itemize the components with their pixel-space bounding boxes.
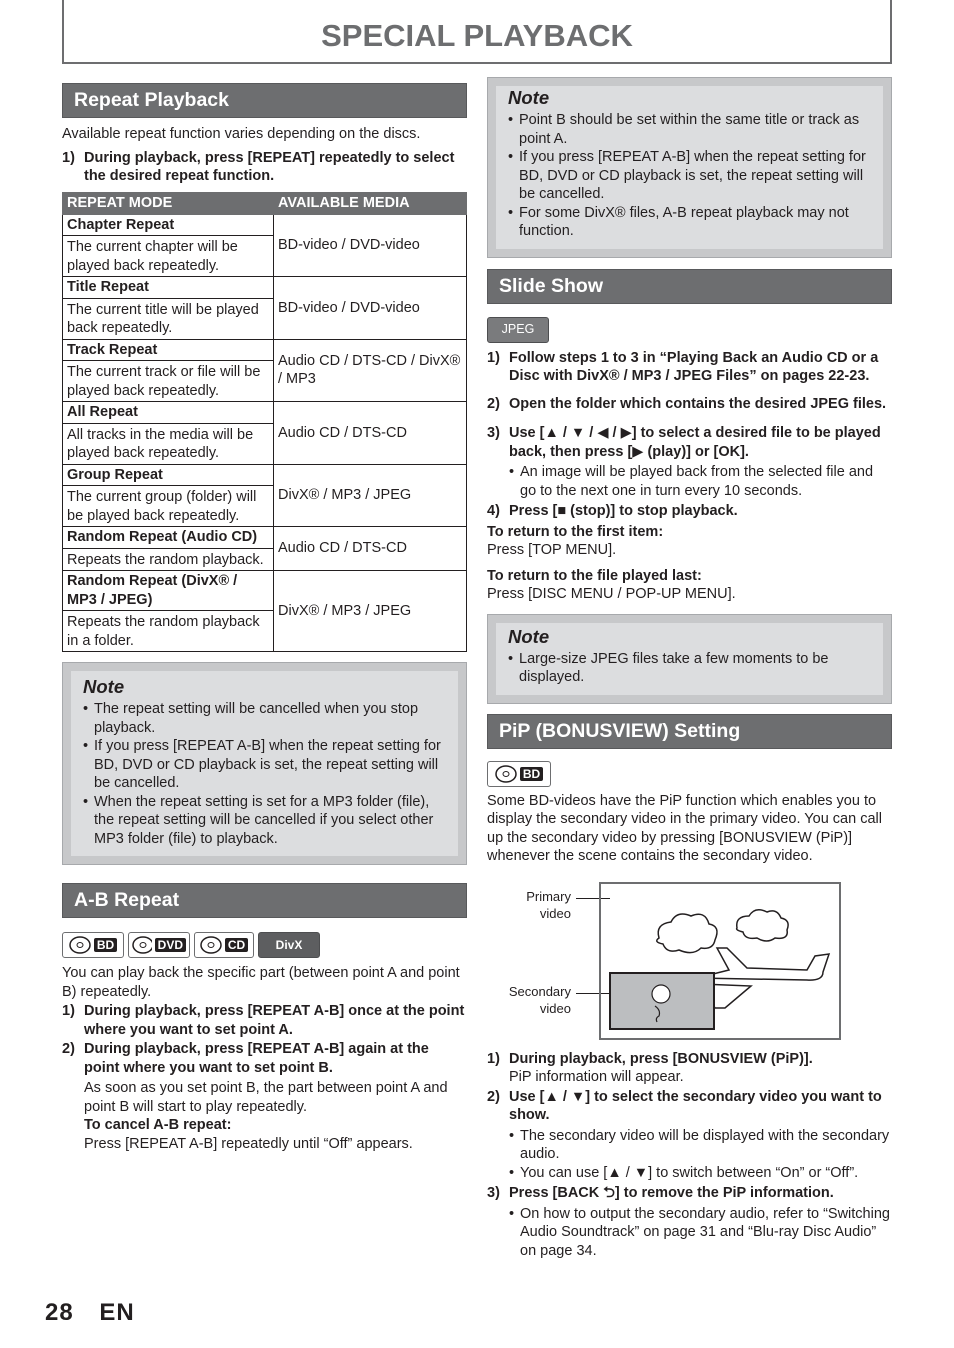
secondary-video-label — [491, 983, 571, 1017]
mode-cell — [63, 402, 274, 465]
note-title: Note — [83, 676, 125, 697]
media-cell: BD-video / DVD-video — [274, 214, 467, 277]
column-header-mode: REPEAT MODE — [63, 192, 274, 214]
media-cell: Audio CD / DTS-CD — [274, 527, 467, 571]
step-number: 2) — [487, 395, 500, 412]
note-item: • The repeat setting will be cancelled when you stop playback. — [83, 700, 448, 737]
ab-note-inner — [496, 86, 883, 249]
slideshow-note-inner — [496, 623, 883, 695]
language-code: EN — [99, 1299, 135, 1326]
person-illustration — [611, 974, 713, 1028]
mode-name: Track Repeat — [67, 341, 158, 358]
cd-badge — [194, 932, 254, 958]
note-item: • If you press [REPEAT A-B] when the repeat setting for BD, DVD or CD playback is set, the repeat setting will be cancelled. — [83, 737, 448, 793]
note-text: If you press [REPEAT A-B] when the repeat setting for BD, DVD or CD playback is set, the repeat setting will be cancelled. — [519, 149, 866, 202]
table-row — [63, 277, 467, 340]
mode-name: All Repeat — [67, 404, 138, 420]
step-bullet: • The secondary video will be displayed with the secondary audio. — [509, 1127, 892, 1164]
mode-name: Chapter Repeat — [67, 216, 175, 233]
mode-name: Random Repeat (Audio CD) — [67, 529, 258, 545]
bullet-text: You can use [▲ / ▼] to switch between “On” or “Off”. — [520, 1164, 859, 1181]
note-text: If you press [REPEAT A-B] when the repeat setting for BD, DVD or CD playback is set, the repeat setting will be cancelled. — [94, 738, 441, 791]
step-text: Follow steps 1 to 3 in “Playing Back an Audio CD or a Disc with DivX® / MP3 / JPEG Files” on pages 22-23. — [509, 349, 879, 384]
ab-intro: You can play back the specific part (between point A and point B) repeatedly. — [62, 965, 460, 1000]
note-item: • Point B should be set within the same title or track as point A. — [508, 111, 873, 148]
step-bullet: • You can use [▲ / ▼] to switch between “On” or “Off”. — [509, 1164, 892, 1183]
mode-description: All tracks in the media will be played back repeatedly. — [63, 423, 273, 463]
step-text: Press [■ (stop)] to stop playback. — [509, 503, 738, 519]
page-number: 28 — [45, 1299, 74, 1326]
mode-description: The current chapter will be played back repeatedly. — [63, 235, 273, 275]
pip-media-badges — [487, 761, 892, 787]
disc-icon — [132, 936, 152, 954]
ab-media-badges — [62, 932, 467, 958]
disc-icon — [495, 765, 517, 783]
step-detail: PiP information will appear. — [509, 1069, 684, 1085]
primary-label-line1: Primary — [526, 888, 571, 904]
left-column — [62, 83, 467, 1153]
return-last-text: Press [DISC MENU / POP-UP MENU]. — [487, 586, 736, 602]
table-row — [63, 402, 467, 465]
note-text: For some DivX® files, A-B repeat playback may not function. — [519, 204, 849, 239]
primary-video-screen — [599, 882, 841, 1040]
step-text: Press [BACK ⮌] to remove the PiP information. — [509, 1185, 834, 1201]
ab-step-2 — [62, 1040, 467, 1153]
pip-step-3 — [487, 1184, 892, 1260]
bullet-text: The secondary video will be displayed with the secondary audio. — [520, 1127, 890, 1162]
pip-step-1 — [487, 1050, 892, 1087]
media-cell: BD-video / DVD-video — [274, 277, 467, 340]
step-number: 3) — [487, 1185, 500, 1201]
page-title: SPECIAL PLAYBACK — [321, 18, 633, 53]
secondary-label-line2: video — [539, 1000, 571, 1016]
step-bullet: • An image will be played back from the selected file and go to the next one in turn every 10 seconds. — [509, 463, 892, 500]
note-item: • When the repeat setting is set for a MP3 folder (file), the repeat setting will be cancelled if you select other MP3 folder (file) to playback. — [83, 793, 448, 849]
ab-step-1 — [62, 1002, 467, 1039]
step-number: 3) — [487, 425, 500, 441]
cancel-heading: To cancel A-B repeat: — [84, 1117, 232, 1133]
bullet-text: On how to output the secondary audio, refer to “Switching Audio Soundtrack” on page 31 and “Blu-ray Disc Audio” on page 34. — [520, 1205, 890, 1259]
bd-video-badge — [487, 761, 551, 787]
table-row — [63, 464, 467, 527]
pip-heading: PiP (BONUSVIEW) Setting — [487, 714, 892, 749]
step-text: During playback, press [REPEAT A-B] once at the point where you want to set point A. — [84, 1003, 465, 1038]
mode-cell — [63, 571, 274, 652]
step-detail: As soon as you set point B, the part between point A and point B will start to play repeatedly. — [84, 1080, 448, 1115]
step-text: Open the folder which contains the desired JPEG files. — [509, 395, 887, 412]
disc-icon — [69, 936, 91, 954]
repeat-step-1 — [62, 149, 467, 186]
bd-label: BD — [520, 767, 543, 781]
pip-step-2 — [487, 1088, 892, 1183]
return-last-heading: To return to the file played last: — [487, 567, 702, 584]
step-number: 1) — [487, 1050, 500, 1067]
step-number: 1) — [62, 1003, 75, 1019]
table-header-row — [63, 192, 467, 214]
step-number: 4) — [487, 503, 500, 519]
repeat-intro: Available repeat function varies depending on the discs. — [62, 126, 421, 142]
mode-cell — [63, 527, 274, 571]
table-row — [63, 339, 467, 402]
note-item: • For some DivX® files, A-B repeat playback may not function. — [508, 204, 873, 241]
mode-description: The current track or file will be played back repeatedly. — [63, 360, 273, 400]
mode-description: The current group (folder) will be played back repeatedly. — [63, 485, 273, 525]
return-first-heading: To return to the first item: — [487, 523, 664, 540]
mode-name: Random Repeat (DivX® / MP3 / JPEG) — [67, 573, 238, 608]
primary-label-line2: video — [539, 905, 571, 921]
secondary-video-window — [609, 972, 715, 1030]
column-header-media: AVAILABLE MEDIA — [274, 192, 467, 214]
jpeg-badge: JPEG — [487, 317, 549, 343]
step-number: 1) — [62, 149, 75, 166]
mode-name: Group Repeat — [67, 466, 163, 483]
primary-video-label — [501, 888, 571, 922]
step-number: 2) — [62, 1041, 75, 1057]
mode-cell — [63, 214, 274, 277]
disc-icon — [200, 936, 222, 954]
slide-step-1 — [487, 349, 892, 386]
divx-badge: DivX — [258, 932, 320, 958]
repeat-note-inner — [71, 671, 458, 856]
slideshow-media-badges — [487, 317, 892, 343]
repeat-mode-table — [62, 192, 467, 653]
cancel-text: Press [REPEAT A-B] repeatedly until “Off” appears. — [84, 1135, 413, 1152]
table-row — [63, 214, 467, 277]
slideshow-note-box — [487, 614, 892, 704]
return-first-text: Press [TOP MENU]. — [487, 542, 617, 558]
note-item: • Large-size JPEG files take a few moments to be displayed. — [508, 650, 873, 687]
note-text: Point B should be set within the same title or track as point A. — [519, 112, 860, 147]
note-text: Large-size JPEG files take a few moments to be displayed. — [519, 650, 829, 685]
step-text: During playback, press [REPEAT] repeatedly to select the desired repeat function. — [84, 149, 455, 184]
table-row — [63, 571, 467, 652]
mode-name: Title Repeat — [67, 279, 149, 295]
media-cell: Audio CD / DTS-CD / DivX® / MP3 — [274, 339, 467, 402]
step-bullet: • On how to output the secondary audio, refer to “Switching Audio Soundtrack” on page 31 and “Blu-ray Disc Audio” on page 34. — [509, 1205, 892, 1261]
step-text: Use [▲ / ▼ / ◀ / ▶] to select a desired file to be played back, then press [▶ (play)] or [OK]. — [509, 425, 881, 460]
repeat-note-box — [62, 662, 467, 865]
step-text: During playback, press [REPEAT A-B] again at the point where you want to set point B. — [84, 1041, 429, 1076]
cd-label: CD — [225, 938, 248, 952]
note-title: Note — [508, 625, 550, 647]
bd-label: BD — [94, 938, 117, 952]
slide-step-2 — [487, 395, 892, 414]
note-text: When the repeat setting is set for a MP3 folder (file), the repeat setting will be cancelled if you select other MP3 folder (file) to playback. — [94, 793, 434, 847]
slide-step-3 — [487, 424, 892, 500]
right-column — [487, 77, 892, 1260]
pip-intro: Some BD-videos have the PiP function which enables you to display the secondary video in the primary video. You can call up the secondary video by pressing [BONUSVIEW (PiP)] whenever the scene contains the secondary video. — [487, 792, 882, 864]
page-footer — [45, 1297, 135, 1329]
note-title: Note — [508, 87, 550, 108]
step-number: 1) — [487, 349, 500, 366]
table-row — [63, 527, 467, 571]
media-cell: DivX® / MP3 / JPEG — [274, 464, 467, 527]
bd-video-badge — [62, 932, 124, 958]
mode-cell — [63, 277, 274, 340]
media-cell: DivX® / MP3 / JPEG — [274, 571, 467, 652]
bullet-text: An image will be played back from the selected file and go to the next one in turn every 10 seconds. — [520, 464, 874, 499]
mode-cell — [63, 464, 274, 527]
pip-figure — [487, 878, 892, 1048]
title-frame — [62, 0, 892, 64]
step-text: During playback, press [BONUSVIEW (PiP)]. — [509, 1050, 813, 1067]
note-text: The repeat setting will be cancelled when you stop playback. — [94, 701, 419, 736]
slide-show-heading: Slide Show — [487, 269, 892, 304]
slide-step-4 — [487, 502, 892, 521]
ab-repeat-heading: A-B Repeat — [62, 883, 467, 918]
mode-description: Repeats the random playback in a folder. — [63, 610, 273, 650]
ab-note-box — [487, 77, 892, 258]
mode-description: The current title will be played back repeatedly. — [63, 298, 273, 338]
media-cell: Audio CD / DTS-CD — [274, 402, 467, 465]
dvd-video-badge — [128, 932, 190, 958]
repeat-playback-heading: Repeat Playback — [62, 83, 467, 118]
step-text: Use [▲ / ▼] to select the secondary video you want to show. — [509, 1088, 882, 1123]
step-number: 2) — [487, 1088, 500, 1105]
mode-cell — [63, 339, 274, 402]
secondary-label-line1: Secondary — [508, 983, 571, 999]
note-item: • If you press [REPEAT A-B] when the repeat setting for BD, DVD or CD playback is set, the repeat setting will be cancelled. — [508, 148, 873, 204]
mode-description: Repeats the random playback. — [63, 548, 273, 570]
dvd-label: DVD — [155, 938, 186, 952]
